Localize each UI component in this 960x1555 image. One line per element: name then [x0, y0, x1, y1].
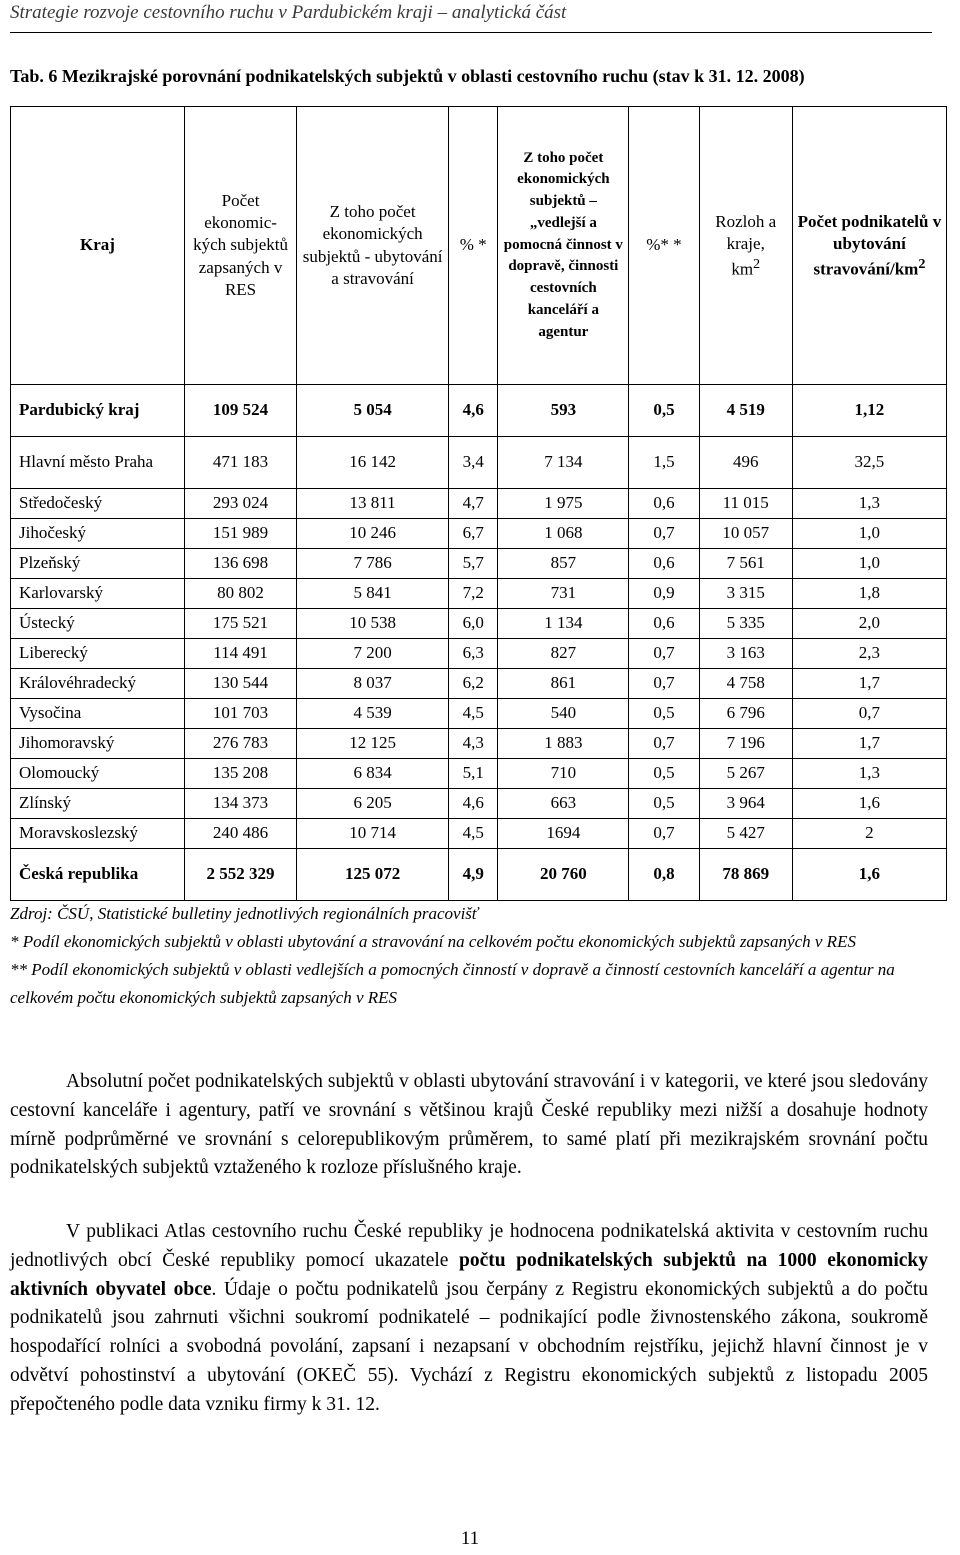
region-name-cell: Liberecký [11, 639, 185, 669]
running-header: Strategie rozvoje cestovního ruchu v Pardubickém kraji – analytická část [10, 2, 932, 33]
value-cell: 109 524 [184, 385, 296, 437]
value-cell: 1,7 [792, 729, 946, 759]
value-cell: 4 519 [699, 385, 792, 437]
value-cell: 1 883 [498, 729, 629, 759]
footnote-2: ** Podíl ekonomických subjektů v oblasti vedlejších a pomocných činností v dopravě a činností cestovních kanceláří a agentur na celkovém počtu ekonomických subjektů zapsaných v RES [10, 960, 895, 1007]
value-cell: 7 561 [699, 549, 792, 579]
value-cell: 7 134 [498, 437, 629, 489]
value-cell: 136 698 [184, 549, 296, 579]
value-cell: 471 183 [184, 437, 296, 489]
value-cell: 3 163 [699, 639, 792, 669]
value-cell: 2,0 [792, 609, 946, 639]
header-pct1: % * [449, 107, 498, 385]
value-cell: 6,0 [449, 609, 498, 639]
table-caption: Tab. 6 Mezikrajské porovnání podnikatelských subjektů v oblasti cestovního ruchu (stav k 31. 12. 2008) [10, 66, 805, 86]
table-row [11, 385, 947, 437]
value-cell: 5 335 [699, 609, 792, 639]
region-name-cell: Zlínský [11, 789, 185, 819]
table-header-row [11, 107, 947, 385]
table-row [11, 819, 947, 849]
value-cell: 78 869 [699, 849, 792, 901]
value-cell: 293 024 [184, 489, 296, 519]
value-cell: 1,8 [792, 579, 946, 609]
value-cell: 5 054 [297, 385, 449, 437]
value-cell: 0,5 [629, 759, 699, 789]
region-name-cell: Jihočeský [11, 519, 185, 549]
value-cell: 101 703 [184, 699, 296, 729]
value-cell: 0,5 [629, 385, 699, 437]
region-comparison-table [10, 106, 947, 901]
value-cell: 0,7 [629, 639, 699, 669]
value-cell: 2,3 [792, 639, 946, 669]
value-cell: 175 521 [184, 609, 296, 639]
value-cell: 11 015 [699, 489, 792, 519]
value-cell: 0,5 [629, 699, 699, 729]
value-cell: 13 811 [297, 489, 449, 519]
value-cell: 0,7 [629, 729, 699, 759]
value-cell: 4,9 [449, 849, 498, 901]
value-cell: 10 246 [297, 519, 449, 549]
region-name-cell: Pardubický kraj [11, 385, 185, 437]
value-cell: 1 975 [498, 489, 629, 519]
value-cell: 1,0 [792, 519, 946, 549]
value-cell: 857 [498, 549, 629, 579]
value-cell: 496 [699, 437, 792, 489]
value-cell: 0,7 [629, 819, 699, 849]
value-cell: 32,5 [792, 437, 946, 489]
region-name-cell: Hlavní město Praha [11, 437, 185, 489]
table-row [11, 549, 947, 579]
value-cell: 6 205 [297, 789, 449, 819]
value-cell: 861 [498, 669, 629, 699]
value-cell: 10 057 [699, 519, 792, 549]
table-row [11, 729, 947, 759]
value-cell: 4,5 [449, 699, 498, 729]
header-podnikatele-text: Počet podnikatelů v ubytování stravování/km [797, 211, 942, 279]
value-cell: 1 134 [498, 609, 629, 639]
paragraph-2-bold: počtu podnikatelských subjektů na 1000 ekonomicky aktivních obyvatel obce [10, 1249, 928, 1300]
region-name-cell: Olomoucký [11, 759, 185, 789]
value-cell: 1,12 [792, 385, 946, 437]
value-cell: 5 267 [699, 759, 792, 789]
value-cell: 1,7 [792, 669, 946, 699]
value-cell: 4,6 [449, 385, 498, 437]
value-cell: 130 544 [184, 669, 296, 699]
value-cell: 6 834 [297, 759, 449, 789]
table-row [11, 579, 947, 609]
value-cell: 5 841 [297, 579, 449, 609]
value-cell: 0,7 [629, 669, 699, 699]
header-podnikatele [792, 107, 946, 385]
value-cell: 663 [498, 789, 629, 819]
value-cell: 134 373 [184, 789, 296, 819]
value-cell: 0,5 [629, 789, 699, 819]
table-row [11, 489, 947, 519]
value-cell: 6,2 [449, 669, 498, 699]
value-cell: 1,6 [792, 849, 946, 901]
value-cell: 276 783 [184, 729, 296, 759]
paragraph-2-before: V publikaci Atlas cestovního ruchu České republiky je hodnocena podnikatelská aktivita v cestovním ruchu jednotlivých obcí České republiky pomocí ukazatele [10, 1221, 928, 1271]
value-cell: 20 760 [498, 849, 629, 901]
value-cell: 114 491 [184, 639, 296, 669]
table-notes [10, 900, 930, 1012]
region-name-cell: Jihomoravský [11, 729, 185, 759]
value-cell: 0,6 [629, 549, 699, 579]
value-cell: 1694 [498, 819, 629, 849]
value-cell: 80 802 [184, 579, 296, 609]
value-cell: 1 068 [498, 519, 629, 549]
table-row [11, 789, 947, 819]
header-pocet: Počet ekonomic-kých subjektů zapsaných v RES [184, 107, 296, 385]
value-cell: 135 208 [184, 759, 296, 789]
header-kraj: Kraj [11, 107, 185, 385]
value-cell: 4,7 [449, 489, 498, 519]
value-cell: 2 552 329 [184, 849, 296, 901]
region-name-cell: Ústecký [11, 609, 185, 639]
value-cell: 151 989 [184, 519, 296, 549]
value-cell: 4,6 [449, 789, 498, 819]
value-cell: 4 758 [699, 669, 792, 699]
region-name-cell: Královéhradecký [11, 669, 185, 699]
region-name-cell: Vysočina [11, 699, 185, 729]
value-cell: 240 486 [184, 819, 296, 849]
footnote-1: * Podíl ekonomických subjektů v oblasti ubytování a stravování na celkovém počtu ekonomických subjektů zapsaných v RES [10, 932, 856, 951]
value-cell: 0,7 [629, 519, 699, 549]
value-cell: 0,6 [629, 609, 699, 639]
region-name-cell: Karlovarský [11, 579, 185, 609]
value-cell: 540 [498, 699, 629, 729]
paragraph-1 [10, 1068, 928, 1183]
value-cell: 593 [498, 385, 629, 437]
header-vedlejsi: Z toho počet ekonomických subjektů – „vedlejší a pomocná činnost v dopravě, činnosti cestovních kanceláří a agentur [498, 107, 629, 385]
value-cell: 6 796 [699, 699, 792, 729]
header-rozloha-unit: km [731, 259, 754, 279]
value-cell: 0,9 [629, 579, 699, 609]
value-cell: 7 196 [699, 729, 792, 759]
page-number: 11 [460, 1528, 480, 1549]
value-cell: 7,2 [449, 579, 498, 609]
value-cell: 4,3 [449, 729, 498, 759]
value-cell: 5,7 [449, 549, 498, 579]
value-cell: 3,4 [449, 437, 498, 489]
value-cell: 7 200 [297, 639, 449, 669]
header-podnikatele-sup: 2 [918, 255, 926, 272]
header-rozloha-sup: 2 [753, 255, 761, 272]
value-cell: 10 714 [297, 819, 449, 849]
value-cell: 6,7 [449, 519, 498, 549]
header-ubytovani: Z toho počet ekonomických subjektů - ubytování a stravování [297, 107, 449, 385]
table-row [11, 609, 947, 639]
value-cell: 125 072 [297, 849, 449, 901]
table-row [11, 759, 947, 789]
value-cell: 710 [498, 759, 629, 789]
table-row [11, 849, 947, 901]
value-cell: 5,1 [449, 759, 498, 789]
value-cell: 1,6 [792, 789, 946, 819]
value-cell: 1,0 [792, 549, 946, 579]
value-cell: 0,6 [629, 489, 699, 519]
value-cell: 731 [498, 579, 629, 609]
table-row [11, 669, 947, 699]
header-rozloha-text: Rozloh a kraje, [715, 211, 777, 253]
value-cell: 0,7 [792, 699, 946, 729]
region-name-cell: Moravskoslezský [11, 819, 185, 849]
value-cell: 3 315 [699, 579, 792, 609]
value-cell: 5 427 [699, 819, 792, 849]
value-cell: 8 037 [297, 669, 449, 699]
value-cell: 1,3 [792, 759, 946, 789]
value-cell: 12 125 [297, 729, 449, 759]
header-rozloha [699, 107, 792, 385]
region-name-cell: Česká republika [11, 849, 185, 901]
table-row [11, 639, 947, 669]
value-cell: 6,3 [449, 639, 498, 669]
value-cell: 827 [498, 639, 629, 669]
value-cell: 10 538 [297, 609, 449, 639]
value-cell: 16 142 [297, 437, 449, 489]
value-cell: 0,8 [629, 849, 699, 901]
value-cell: 7 786 [297, 549, 449, 579]
table-row [11, 519, 947, 549]
paragraph-2 [10, 1218, 928, 1420]
table-row [11, 437, 947, 489]
value-cell: 3 964 [699, 789, 792, 819]
value-cell: 1,5 [629, 437, 699, 489]
table-row [11, 699, 947, 729]
header-pct2: %* * [629, 107, 699, 385]
region-name-cell: Středočeský [11, 489, 185, 519]
paragraph-2-after: . Údaje o počtu podnikatelů jsou čerpány z Registru ekonomických subjektů a do počtu podnikatelů jsou zahrnuti všichni soukromí podnikatelé – podnikající podle živnostenského zákona, soukromě hospodařící rolníci a svobodná povolání, zapsaní i nezapsaní v obchodním rejstříku, jejichž hlavní činnost je v odvětví pohostinství a ubytování (OKEČ 55). Vychází z Registru ekonomických subjektů z listopadu 2005 přepočteného podle data vzniku firmy k 31. 12. [10, 1278, 928, 1415]
table-body [11, 385, 947, 901]
paragraph-1-text: Absolutní počet podnikatelských subjektů v oblasti ubytování stravování i v kategorii, ve které jsou sledovány cestovní kanceláře i agentury, patří ve srovnání s většinou krajů České republiky mezi nižší a dosahuje hodnoty mírně podprůměrné ve srovnání s celorepublikovým průměrem, to samé platí při mezikrajském srovnání počtu podnikatelských subjektů vztaženého k rozloze příslušného kraje. [10, 1071, 928, 1179]
value-cell: 1,3 [792, 489, 946, 519]
value-cell: 2 [792, 819, 946, 849]
value-cell: 4,5 [449, 819, 498, 849]
value-cell: 4 539 [297, 699, 449, 729]
region-name-cell: Plzeňský [11, 549, 185, 579]
source-note: Zdroj: ČSÚ, Statistické bulletiny jednotlivých regionálních pracovišť [10, 904, 479, 923]
